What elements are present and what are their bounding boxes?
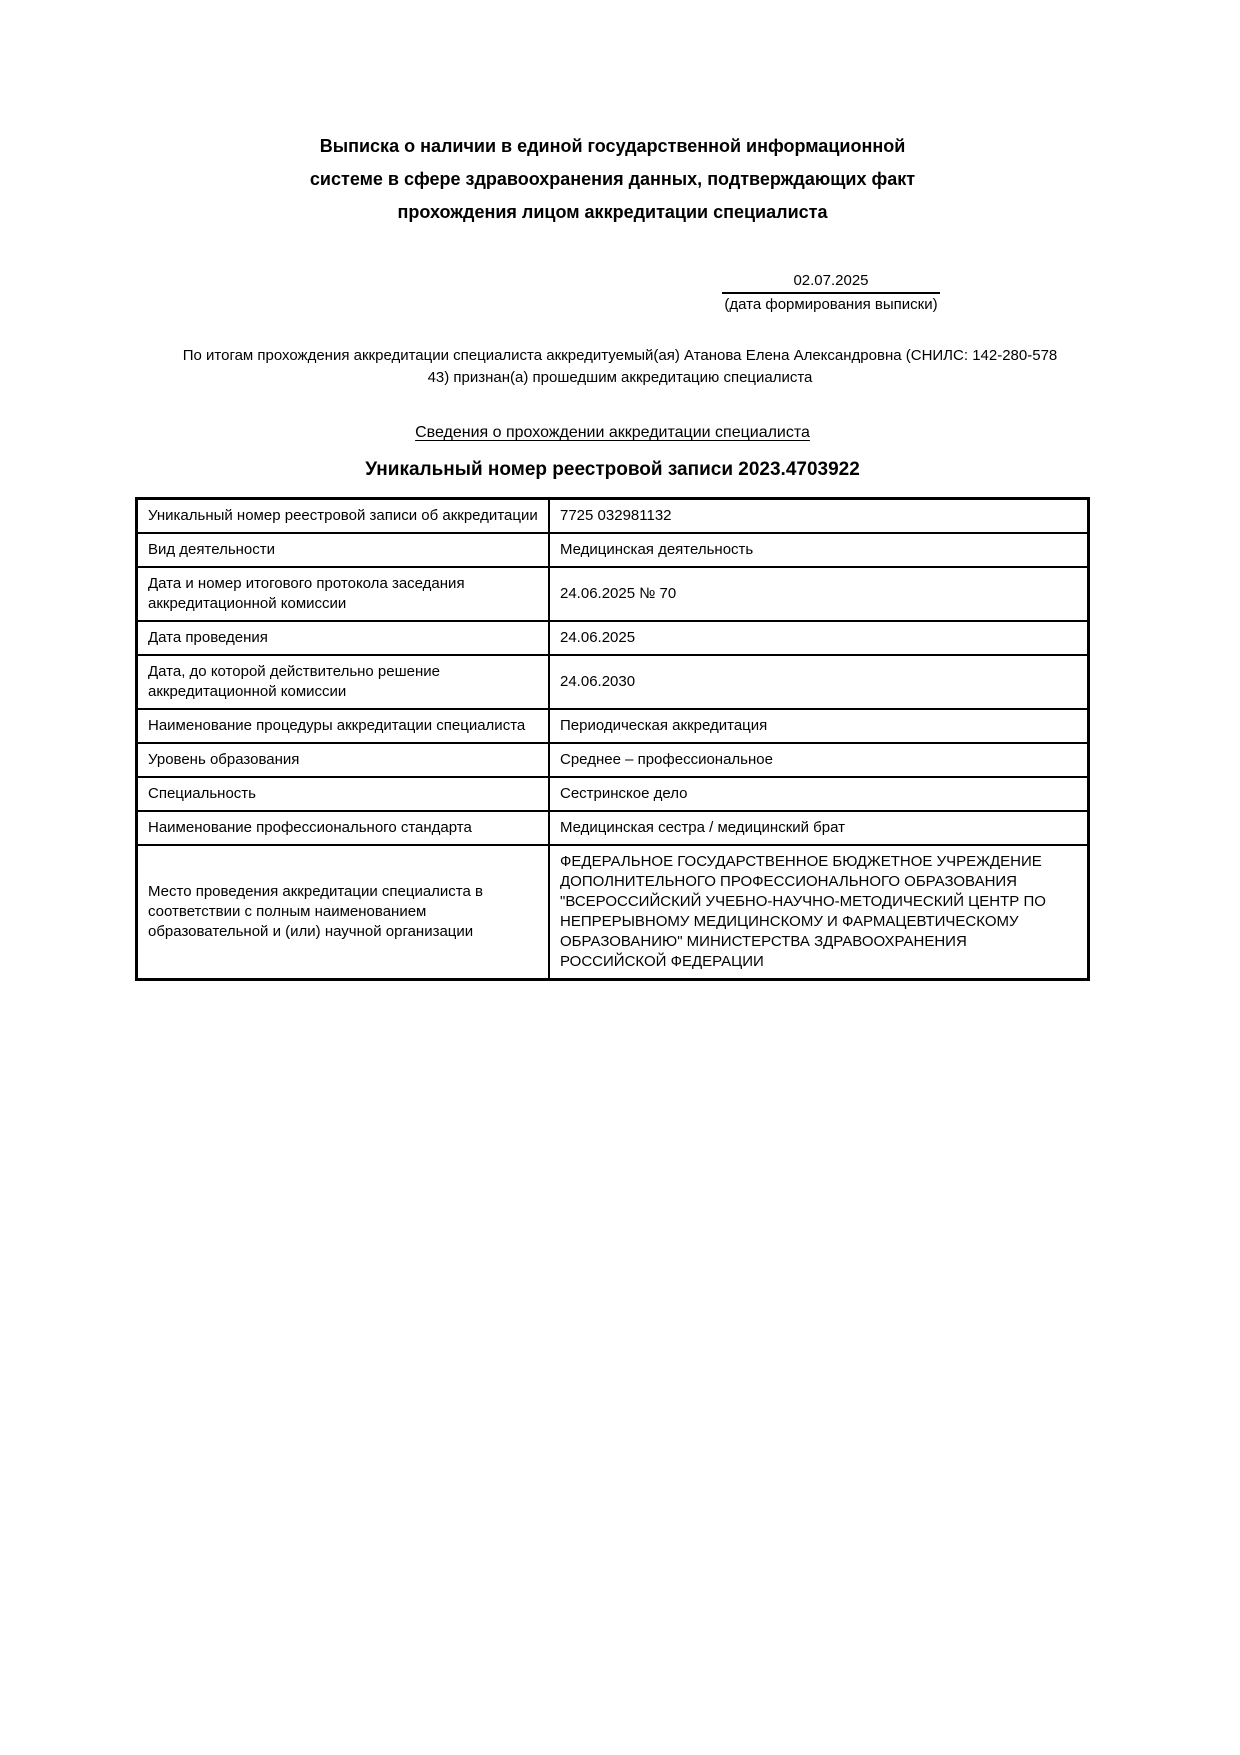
- registry-number-heading: Уникальный номер реестровой записи 2023.4703922: [365, 459, 860, 480]
- table-row-education-level: [137, 743, 1089, 777]
- document-title: [135, 130, 1090, 229]
- row-value: Сестринское дело: [549, 777, 1089, 811]
- row-value: Периодическая аккредитация: [549, 709, 1089, 743]
- table-row-registry-number: [137, 499, 1089, 534]
- table-row-valid-until: [137, 655, 1089, 709]
- table-row-specialty: [137, 777, 1089, 811]
- row-label: Место проведения аккредитации специалиста в соответствии с полным наименованием образовательной и (или) научной организации: [137, 845, 550, 980]
- table-row-activity-type: [137, 533, 1089, 567]
- intro-line-1: По итогам прохождения аккредитации специалиста аккредитуемый(ая) Атанова Елена Александровна (СНИЛС: 142-280-578: [182, 347, 1058, 364]
- intro-paragraph: [0, 345, 1240, 389]
- extract-date-caption: (дата формирования выписки): [724, 296, 938, 313]
- row-label: Дата проведения: [137, 621, 550, 655]
- row-value: Медицинская сестра / медицинский брат: [549, 811, 1089, 845]
- document-title-line-3: прохождения лицом аккредитации специалиста: [397, 202, 828, 222]
- row-label: Специальность: [137, 777, 550, 811]
- row-value: 24.06.2025: [549, 621, 1089, 655]
- section-heading: Сведения о прохождении аккредитации специалиста: [415, 424, 810, 441]
- row-value: 24.06.2030: [549, 655, 1089, 709]
- row-label: Дата, до которой действительно решение аккредитационной комиссии: [137, 655, 550, 709]
- table-row-protocol: [137, 567, 1089, 621]
- document-title-line-2: системе в сфере здравоохранения данных, подтверждающих факт: [309, 169, 916, 189]
- row-label: Уровень образования: [137, 743, 550, 777]
- table-row-professional-standard: [137, 811, 1089, 845]
- row-label: Наименование профессионального стандарта: [137, 811, 550, 845]
- row-label: Дата и номер итогового протокола заседания аккредитационной комиссии: [137, 567, 550, 621]
- intro-line-2: 43) признан(а) прошедшим аккредитацию специалиста: [427, 369, 813, 386]
- table-row-date-held: [137, 621, 1089, 655]
- row-value: 24.06.2025 № 70: [549, 567, 1089, 621]
- row-label: Наименование процедуры аккредитации специалиста: [137, 709, 550, 743]
- document-title-line-1: Выписка о наличии в единой государственной информационной: [319, 136, 906, 156]
- row-value: Среднее – профессиональное: [549, 743, 1089, 777]
- table-row-procedure-name: [137, 709, 1089, 743]
- accreditation-details-table: [135, 497, 1090, 981]
- row-value: ФЕДЕРАЛЬНОЕ ГОСУДАРСТВЕННОЕ БЮДЖЕТНОЕ УЧРЕЖДЕНИЕ ДОПОЛНИТЕЛЬНОГО ПРОФЕССИОНАЛЬНОГО ОБРАЗОВАНИЯ "ВСЕРОССИЙСКИЙ УЧЕБНО-НАУЧНО-МЕТОДИЧЕСКИЙ ЦЕНТР ПО НЕПРЕРЫВНОМУ МЕДИЦИНСКОМУ И ФАРМАЦЕВТИЧЕСКОМУ ОБРАЗОВАНИЮ" МИНИСТЕРСТВА ЗДРАВООХРАНЕНИЯ РОССИЙСКОЙ ФЕДЕРАЦИИ: [549, 845, 1089, 980]
- row-value: Медицинская деятельность: [549, 533, 1089, 567]
- row-value: 7725 032981132: [549, 499, 1089, 534]
- table-row-venue-organization: [137, 845, 1089, 980]
- row-label: Уникальный номер реестровой записи об аккредитации: [137, 499, 550, 534]
- extract-date: 02.07.2025: [722, 271, 940, 294]
- row-label: Вид деятельности: [137, 533, 550, 567]
- extract-date-block: [722, 271, 940, 315]
